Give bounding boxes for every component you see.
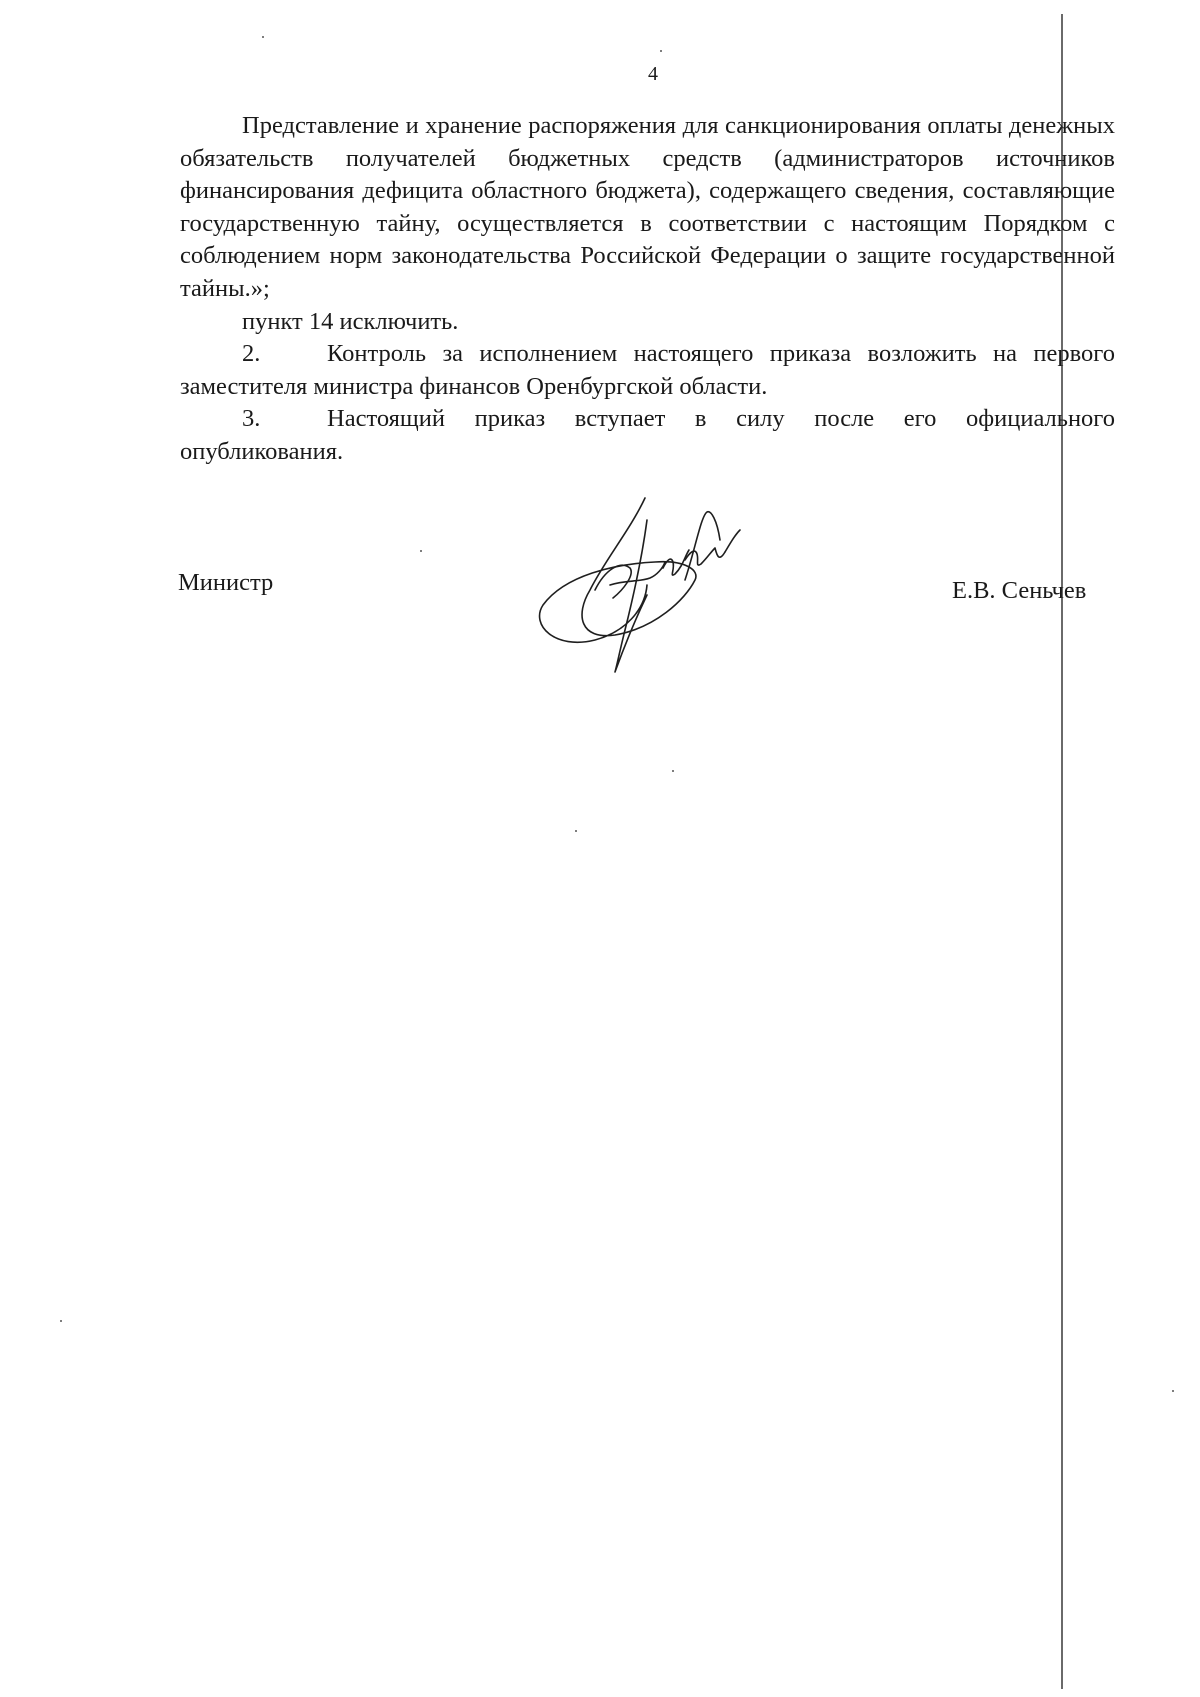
scan-speck bbox=[60, 1320, 62, 1322]
scan-speck bbox=[1172, 1390, 1174, 1392]
paragraph-exclusion: пункт 14 исключить. bbox=[242, 307, 459, 335]
handwritten-signature bbox=[535, 490, 755, 680]
scan-speck bbox=[660, 50, 662, 52]
scan-speck bbox=[420, 550, 422, 552]
item-number: 2. bbox=[242, 340, 261, 368]
item-number: 3. bbox=[242, 405, 261, 433]
item-text: Настоящий приказ вступает в силу после его официального опубликования. bbox=[180, 405, 1115, 465]
signatory-name: Е.В. Сеньчев bbox=[952, 577, 1087, 604]
scan-speck bbox=[262, 36, 264, 38]
scan-speck bbox=[672, 770, 674, 772]
paragraph-storage-order: Представление и хранение распоряжения для санкционирования оплаты денежных обязательств получателей бюджетных средств (администраторов источников финансирования дефицита областного бюджета), содержащего сведения, составляющие государственную тайну, осуществляется в соответствии с настоящим Порядком с соблюдением норм законодательства Российской Федерации о защите государственной тайны.»; bbox=[180, 112, 1115, 302]
page-number: 4 bbox=[648, 63, 658, 85]
item-text: Контроль за исполнением настоящего приказа возложить на первого заместителя министра финансов Оренбургской области. bbox=[180, 340, 1115, 400]
scan-artifact-line bbox=[1061, 14, 1063, 1689]
scan-speck bbox=[575, 830, 577, 832]
signatory-title: Министр bbox=[178, 569, 274, 596]
